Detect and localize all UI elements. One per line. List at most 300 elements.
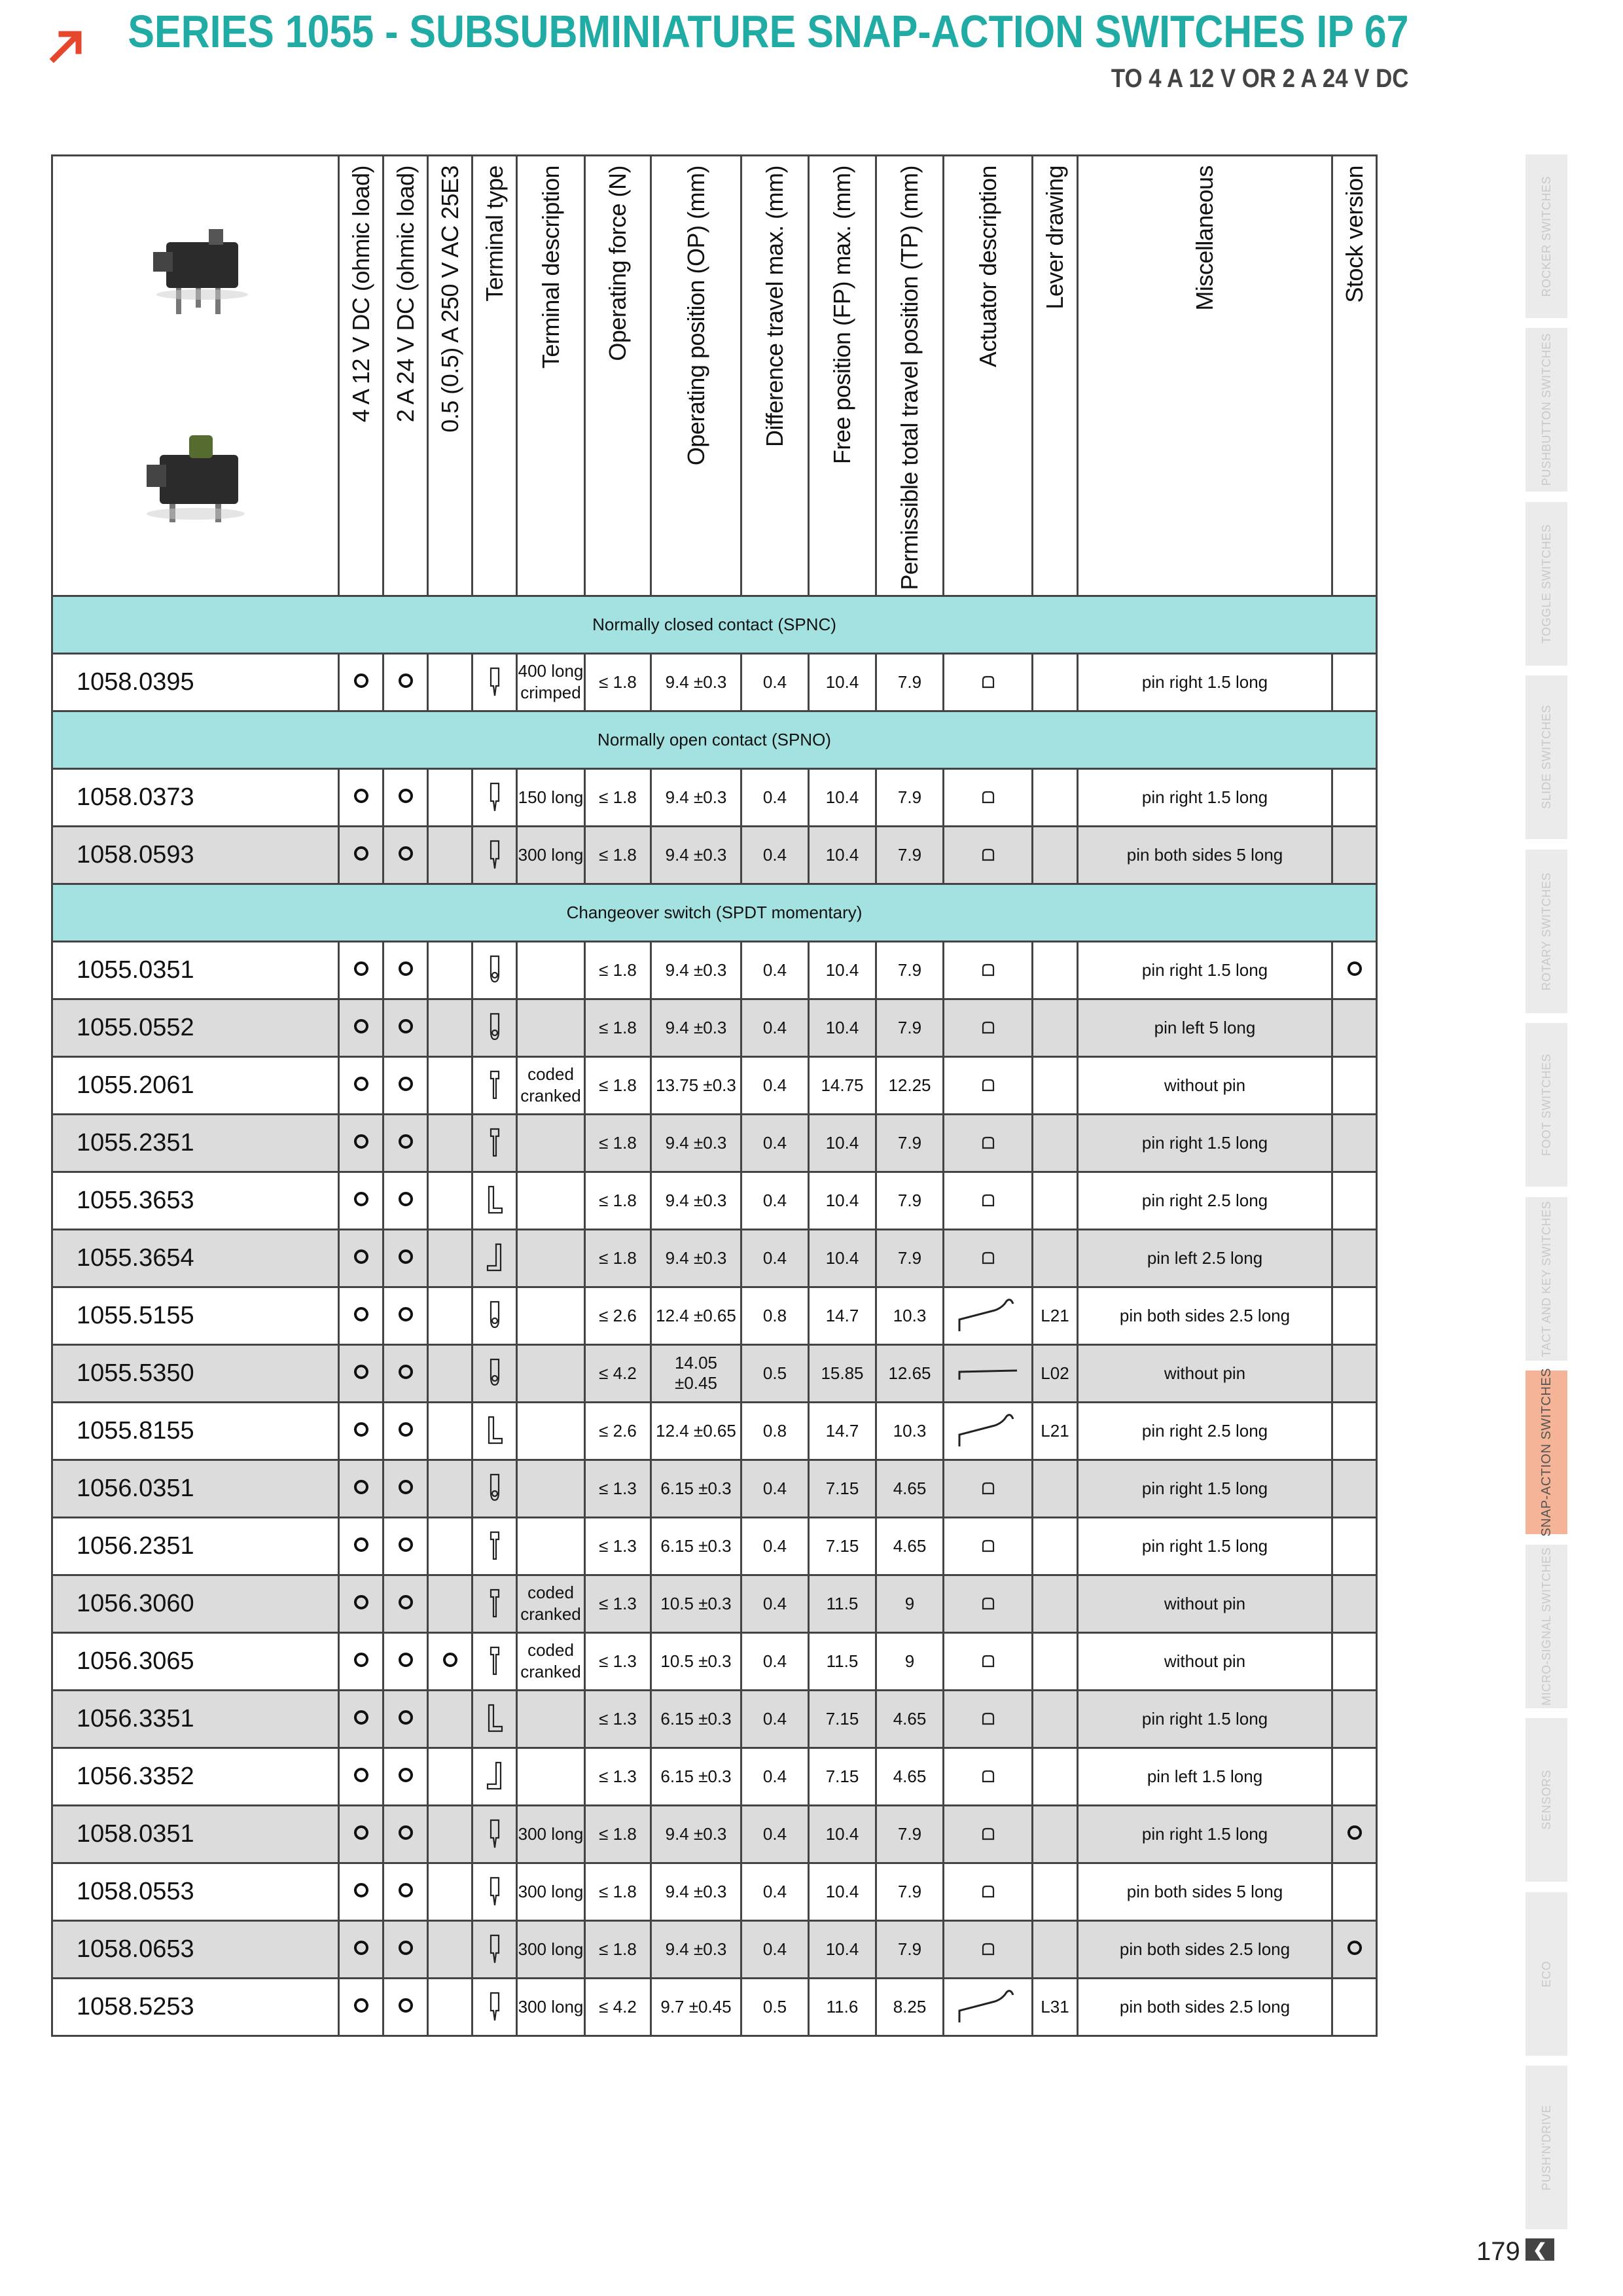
- actuator-plunger-icon: [944, 1229, 1033, 1287]
- terminal-description-line: coded: [527, 1640, 574, 1660]
- part-number: 1058.0553: [52, 1863, 339, 1920]
- operating-force: ≤ 1.8: [585, 1805, 651, 1863]
- side-tab-label: ROCKER SWITCHES: [1539, 175, 1553, 297]
- rating-cell: [339, 1978, 383, 2036]
- side-tab-item[interactable]: [1525, 1023, 1567, 1187]
- terminal-description: [517, 1114, 585, 1172]
- terminal-description-line: coded: [527, 1583, 574, 1603]
- miscellaneous: pin left 2.5 long: [1078, 1229, 1332, 1287]
- total-travel: 4.65: [876, 1460, 944, 1517]
- side-tab-label: TOGGLE SWITCHES: [1539, 524, 1553, 644]
- free-position: 10.4: [809, 1863, 876, 1920]
- table-row: [52, 1460, 1377, 1517]
- difference-travel: 0.5: [741, 1978, 809, 2036]
- terminal-type-solder-icon: [473, 1460, 517, 1517]
- side-tab-item[interactable]: [1525, 850, 1567, 1013]
- column-header: [1033, 156, 1078, 596]
- side-tab-item[interactable]: [1525, 1545, 1567, 1708]
- free-position: 10.4: [809, 1172, 876, 1229]
- rating-cell: [428, 826, 473, 884]
- rating-cell: [428, 768, 473, 826]
- operating-force: ≤ 1.8: [585, 1056, 651, 1114]
- operating-position: 6.15 ±0.3: [651, 1460, 741, 1517]
- rating-cell: [339, 1863, 383, 1920]
- stock-version: [1332, 1748, 1377, 1805]
- operating-force: ≤ 1.8: [585, 653, 651, 711]
- part-number: 1056.3060: [52, 1575, 339, 1632]
- terminal-description: [517, 1287, 585, 1344]
- miscellaneous: pin right 1.5 long: [1078, 1805, 1332, 1863]
- available-circle-icon: [399, 1192, 413, 1206]
- rating-cell: [383, 1344, 428, 1402]
- rating-cell: [339, 1460, 383, 1517]
- miscellaneous: without pin: [1078, 1344, 1332, 1402]
- section-title: Normally open contact (SPNO): [52, 711, 1377, 768]
- rating-cell: [428, 1748, 473, 1805]
- terminal-description-line: cranked: [520, 1604, 581, 1624]
- column-header: [944, 156, 1033, 596]
- miscellaneous: without pin: [1078, 1575, 1332, 1632]
- rating-cell: [428, 1978, 473, 2036]
- actuator-roller-lever-icon: [944, 1287, 1033, 1344]
- page-title: SERIES 1055 - SUBSUBMINIATURE SNAP-ACTION SWITCHES IP 67: [127, 6, 1408, 57]
- part-number: 1056.2351: [52, 1517, 339, 1575]
- part-number: 1058.0653: [52, 1920, 339, 1978]
- miscellaneous: pin both sides 2.5 long: [1078, 1978, 1332, 2036]
- operating-force: ≤ 2.6: [585, 1402, 651, 1460]
- table-row: [52, 1690, 1377, 1748]
- lever-drawing: [1033, 826, 1078, 884]
- rating-cell: [383, 1517, 428, 1575]
- rating-cell: [383, 1460, 428, 1517]
- miscellaneous: pin right 2.5 long: [1078, 1172, 1332, 1229]
- rating-cell: [428, 1920, 473, 1978]
- terminal-type-pin-icon: [473, 653, 517, 711]
- free-position: 11.5: [809, 1575, 876, 1632]
- actuator-plunger-icon: [944, 653, 1033, 711]
- column-label: Actuator description: [974, 166, 1001, 368]
- difference-travel: 0.4: [741, 1229, 809, 1287]
- terminal-type-angle-left-icon: [473, 1690, 517, 1748]
- miscellaneous: pin right 1.5 long: [1078, 1114, 1332, 1172]
- rating-cell: [339, 1748, 383, 1805]
- table-row: [52, 941, 1377, 999]
- column-header: [428, 156, 473, 596]
- rating-cell: [383, 1402, 428, 1460]
- operating-force: ≤ 1.8: [585, 768, 651, 826]
- terminal-description: [517, 1632, 585, 1690]
- miscellaneous: pin right 1.5 long: [1078, 653, 1332, 711]
- actuator-plunger-icon: [944, 1632, 1033, 1690]
- rating-cell: [339, 768, 383, 826]
- total-travel: 4.65: [876, 1690, 944, 1748]
- rating-cell: [339, 826, 383, 884]
- column-label: Operating force (N): [604, 166, 631, 361]
- operating-force: ≤ 1.8: [585, 1172, 651, 1229]
- column-label: Terminal description: [537, 166, 564, 369]
- operating-position: 9.4 ±0.3: [651, 941, 741, 999]
- part-number: 1055.0351: [52, 941, 339, 999]
- table-row: [52, 999, 1377, 1056]
- stock-circle-icon: [1347, 961, 1362, 976]
- free-position: 10.4: [809, 999, 876, 1056]
- stock-version: [1332, 999, 1377, 1056]
- part-number: 1058.5253: [52, 1978, 339, 2036]
- rating-cell: [428, 1114, 473, 1172]
- miscellaneous: pin right 1.5 long: [1078, 768, 1332, 826]
- arrow-icon: [47, 26, 86, 65]
- stock-version: [1332, 826, 1377, 884]
- free-position: 11.5: [809, 1632, 876, 1690]
- total-travel: 7.9: [876, 768, 944, 826]
- operating-position: 9.7 ±0.45: [651, 1978, 741, 2036]
- actuator-plunger-icon: [944, 1172, 1033, 1229]
- part-number: 1055.8155: [52, 1402, 339, 1460]
- miscellaneous: without pin: [1078, 1632, 1332, 1690]
- side-tab-label: SLIDE SWITCHES: [1539, 705, 1553, 810]
- available-circle-icon: [399, 1768, 413, 1782]
- side-tab-item[interactable]: [1525, 328, 1567, 492]
- lever-drawing: [1033, 1690, 1078, 1748]
- side-tab-item[interactable]: [1525, 502, 1567, 666]
- rating-cell: [339, 1920, 383, 1978]
- actuator-plunger-icon: [944, 1748, 1033, 1805]
- rating-cell: [383, 768, 428, 826]
- table-row: [52, 1632, 1377, 1690]
- operating-force: ≤ 2.6: [585, 1287, 651, 1344]
- chevron-left-icon[interactable]: ❮: [1525, 2238, 1554, 2261]
- part-number: 1058.0395: [52, 653, 339, 711]
- terminal-description: [517, 1172, 585, 1229]
- table-row: [52, 1056, 1377, 1114]
- available-circle-icon: [354, 1710, 368, 1725]
- total-travel: 10.3: [876, 1402, 944, 1460]
- column-label: Permissible total travel position (TP) (mm): [896, 166, 923, 590]
- actuator-plunger-icon: [944, 1517, 1033, 1575]
- actuator-roller-lever-icon: [944, 1978, 1033, 2036]
- total-travel: 7.9: [876, 1229, 944, 1287]
- available-circle-icon: [354, 673, 368, 688]
- operating-position: 10.5 ±0.3: [651, 1575, 741, 1632]
- total-travel: 12.65: [876, 1344, 944, 1402]
- total-travel: 7.9: [876, 1863, 944, 1920]
- part-number: 1056.0351: [52, 1460, 339, 1517]
- terminal-description: [517, 1229, 585, 1287]
- stock-version: [1332, 1344, 1377, 1402]
- actuator-plunger-icon: [944, 1863, 1033, 1920]
- operating-position: 9.4 ±0.3: [651, 653, 741, 711]
- header-row: [52, 156, 1377, 596]
- available-circle-icon: [354, 1480, 368, 1494]
- terminal-type-solder-icon: [473, 1344, 517, 1402]
- available-circle-icon: [399, 1537, 413, 1552]
- lever-drawing: L31: [1033, 1978, 1078, 2036]
- side-tab-label: ECO: [1539, 1960, 1553, 1988]
- table-row: [52, 1344, 1377, 1402]
- miscellaneous: pin left 1.5 long: [1078, 1748, 1332, 1805]
- table-row: [52, 1575, 1377, 1632]
- operating-force: ≤ 1.8: [585, 826, 651, 884]
- lever-drawing: L02: [1033, 1344, 1078, 1402]
- rating-cell: [428, 1575, 473, 1632]
- terminal-description: [517, 1805, 585, 1863]
- total-travel: 12.25: [876, 1056, 944, 1114]
- lever-drawing: [1033, 1460, 1078, 1517]
- terminal-description: [517, 1690, 585, 1748]
- side-tab-item[interactable]: [1525, 1892, 1567, 2056]
- actuator-plunger-icon: [944, 1056, 1033, 1114]
- operating-position: 9.4 ±0.3: [651, 768, 741, 826]
- rating-cell: [339, 1690, 383, 1748]
- available-circle-icon: [354, 1249, 368, 1264]
- miscellaneous: pin right 2.5 long: [1078, 1402, 1332, 1460]
- total-travel: 7.9: [876, 1805, 944, 1863]
- free-position: 14.75: [809, 1056, 876, 1114]
- lever-drawing: [1033, 1748, 1078, 1805]
- rating-cell: [428, 1632, 473, 1690]
- available-circle-icon: [354, 1653, 368, 1667]
- terminal-type-pin-icon: [473, 1920, 517, 1978]
- free-position: 10.4: [809, 653, 876, 711]
- rating-cell: [339, 1114, 383, 1172]
- operating-force: ≤ 1.3: [585, 1575, 651, 1632]
- difference-travel: 0.8: [741, 1402, 809, 1460]
- rating-cell: [428, 1344, 473, 1402]
- difference-travel: 0.4: [741, 999, 809, 1056]
- rating-cell: [339, 653, 383, 711]
- available-circle-icon: [399, 1883, 413, 1897]
- difference-travel: 0.4: [741, 1748, 809, 1805]
- actuator-roller-lever-icon: [944, 1402, 1033, 1460]
- actuator-plunger-icon: [944, 999, 1033, 1056]
- side-tab-item[interactable]: [1525, 2066, 1567, 2229]
- part-number: 1055.2061: [52, 1056, 339, 1114]
- lever-drawing: L21: [1033, 1287, 1078, 1344]
- part-number: 1055.3654: [52, 1229, 339, 1287]
- terminal-description: [517, 1978, 585, 2036]
- section-header-row: [52, 711, 1377, 768]
- available-circle-icon: [354, 1768, 368, 1782]
- stock-version: [1332, 941, 1377, 999]
- free-position: 10.4: [809, 1114, 876, 1172]
- operating-position: 10.5 ±0.3: [651, 1632, 741, 1690]
- rating-cell: [428, 1690, 473, 1748]
- available-circle-icon: [399, 1365, 413, 1379]
- terminal-type-pin-icon: [473, 768, 517, 826]
- stock-version: [1332, 1517, 1377, 1575]
- terminal-type-solder-icon: [473, 1287, 517, 1344]
- available-circle-icon: [354, 846, 368, 861]
- rating-cell: [383, 1172, 428, 1229]
- column-label: Operating position (OP) (mm): [682, 166, 709, 466]
- difference-travel: 0.4: [741, 1056, 809, 1114]
- stock-version: [1332, 653, 1377, 711]
- operating-position: 9.4 ±0.3: [651, 1172, 741, 1229]
- rating-cell: [339, 1632, 383, 1690]
- part-number: 1058.0593: [52, 826, 339, 884]
- difference-travel: 0.4: [741, 1690, 809, 1748]
- side-tab-label: SNAP-ACTION SWITCHES: [1539, 1368, 1554, 1537]
- operating-force: ≤ 1.3: [585, 1460, 651, 1517]
- available-circle-icon: [399, 1825, 413, 1840]
- terminal-description: [517, 1056, 585, 1114]
- rating-cell: [428, 1517, 473, 1575]
- part-number: 1055.2351: [52, 1114, 339, 1172]
- total-travel: 10.3: [876, 1287, 944, 1344]
- miscellaneous: pin right 1.5 long: [1078, 1517, 1332, 1575]
- part-number: 1058.0351: [52, 1805, 339, 1863]
- stock-version: [1332, 1056, 1377, 1114]
- rating-cell: [383, 941, 428, 999]
- stock-version: [1332, 1402, 1377, 1460]
- operating-position: 9.4 ±0.3: [651, 1863, 741, 1920]
- operating-position: 9.4 ±0.3: [651, 1229, 741, 1287]
- total-travel: 4.65: [876, 1517, 944, 1575]
- terminal-type-pin-icon: [473, 1863, 517, 1920]
- terminal-description-line: cranked: [520, 1662, 581, 1682]
- column-header: [809, 156, 876, 596]
- miscellaneous: without pin: [1078, 1056, 1332, 1114]
- operating-position: 9.4 ±0.3: [651, 999, 741, 1056]
- rating-cell: [428, 1863, 473, 1920]
- stock-version: [1332, 1575, 1377, 1632]
- lever-drawing: [1033, 1575, 1078, 1632]
- side-tab-item[interactable]: [1525, 675, 1567, 839]
- difference-travel: 0.4: [741, 1460, 809, 1517]
- operating-position: 12.4 ±0.65: [651, 1287, 741, 1344]
- rating-cell: [383, 1229, 428, 1287]
- table-row: [52, 1229, 1377, 1287]
- terminal-description-line: crimped: [520, 683, 581, 703]
- operating-force: ≤ 4.2: [585, 1978, 651, 2036]
- lever-drawing: [1033, 941, 1078, 999]
- operating-force: ≤ 1.3: [585, 1690, 651, 1748]
- available-circle-icon: [399, 1710, 413, 1725]
- free-position: 10.4: [809, 1805, 876, 1863]
- column-header: [876, 156, 944, 596]
- operating-position: 13.75 ±0.3: [651, 1056, 741, 1114]
- operating-force: ≤ 4.2: [585, 1344, 651, 1402]
- section-header-row: [52, 596, 1377, 653]
- available-circle-icon: [354, 1365, 368, 1379]
- free-position: 7.15: [809, 1460, 876, 1517]
- table-row: [52, 1287, 1377, 1344]
- rating-cell: [339, 999, 383, 1056]
- side-tab-item[interactable]: [1525, 154, 1567, 318]
- table-row: [52, 1748, 1377, 1805]
- column-label: Terminal type: [480, 166, 508, 302]
- rating-cell: [339, 941, 383, 999]
- operating-force: ≤ 1.8: [585, 999, 651, 1056]
- total-travel: 9: [876, 1575, 944, 1632]
- terminal-description: [517, 1517, 585, 1575]
- available-circle-icon: [354, 1883, 368, 1897]
- difference-travel: 0.4: [741, 1517, 809, 1575]
- part-number: 1055.5350: [52, 1344, 339, 1402]
- side-tab-label: PUSH'N'DRIVE: [1539, 2104, 1553, 2191]
- rating-cell: [428, 1287, 473, 1344]
- lever-drawing: [1033, 1229, 1078, 1287]
- available-circle-icon: [354, 1307, 368, 1321]
- column-label: Stock version: [1340, 166, 1368, 303]
- free-position: 10.4: [809, 941, 876, 999]
- column-label: 4 A 12 V DC (ohmic load): [347, 166, 374, 423]
- terminal-type-solder-icon: [473, 999, 517, 1056]
- side-tab-item[interactable]: [1525, 1718, 1567, 1882]
- terminal-description-line: cranked: [520, 1086, 581, 1106]
- operating-force: ≤ 1.8: [585, 1114, 651, 1172]
- rating-cell: [383, 1690, 428, 1748]
- side-tab-label: TACT AND KEY SWITCHES: [1539, 1200, 1553, 1357]
- available-circle-icon: [443, 1653, 457, 1667]
- terminal-description: [517, 999, 585, 1056]
- rating-cell: [428, 653, 473, 711]
- side-tab-item[interactable]: [1525, 1197, 1567, 1361]
- terminal-description: [517, 1575, 585, 1632]
- table-row: [52, 1920, 1377, 1978]
- total-travel: 7.9: [876, 653, 944, 711]
- side-tab-label: FOOT SWITCHES: [1539, 1053, 1553, 1157]
- rating-cell: [428, 1056, 473, 1114]
- operating-force: ≤ 1.8: [585, 941, 651, 999]
- rating-cell: [428, 1460, 473, 1517]
- table-row: [52, 1978, 1377, 2036]
- part-number: 1055.0552: [52, 999, 339, 1056]
- side-tab-label: ROTARY SWITCHES: [1539, 872, 1553, 991]
- miscellaneous: pin both sides 5 long: [1078, 826, 1332, 884]
- stock-version: [1332, 1805, 1377, 1863]
- rating-cell: [383, 1863, 428, 1920]
- available-circle-icon: [399, 1653, 413, 1667]
- lever-drawing: [1033, 1056, 1078, 1114]
- column-header: [651, 156, 741, 596]
- free-position: 7.15: [809, 1690, 876, 1748]
- actuator-plunger-icon: [944, 1805, 1033, 1863]
- terminal-description: [517, 1344, 585, 1402]
- table-row: [52, 1805, 1377, 1863]
- free-position: 10.4: [809, 826, 876, 884]
- total-travel: 9: [876, 1632, 944, 1690]
- miscellaneous: pin both sides 2.5 long: [1078, 1287, 1332, 1344]
- difference-travel: 0.4: [741, 1632, 809, 1690]
- side-tab-item[interactable]: [1525, 1368, 1567, 1537]
- terminal-type-angle-right-icon: [473, 1229, 517, 1287]
- actuator-plunger-icon: [944, 1575, 1033, 1632]
- terminal-type-pcb-icon: [473, 1632, 517, 1690]
- stock-version: [1332, 1172, 1377, 1229]
- difference-travel: 0.4: [741, 768, 809, 826]
- stock-version: [1332, 1978, 1377, 2036]
- actuator-plunger-icon: [944, 1460, 1033, 1517]
- available-circle-icon: [354, 789, 368, 803]
- rating-cell: [383, 1978, 428, 2036]
- total-travel: 7.9: [876, 941, 944, 999]
- miscellaneous: pin right 1.5 long: [1078, 1460, 1332, 1517]
- side-tab-label: SENSORS: [1539, 1770, 1553, 1830]
- operating-position: 12.4 ±0.65: [651, 1402, 741, 1460]
- available-circle-icon: [399, 1480, 413, 1494]
- terminal-description-line: 150 long: [518, 787, 584, 807]
- table-row: [52, 1114, 1377, 1172]
- table-row: [52, 1402, 1377, 1460]
- free-position: 10.4: [809, 768, 876, 826]
- available-circle-icon: [399, 1249, 413, 1264]
- difference-travel: 0.4: [741, 826, 809, 884]
- terminal-description: [517, 1460, 585, 1517]
- operating-position: 9.4 ±0.3: [651, 826, 741, 884]
- terminal-description: [517, 1748, 585, 1805]
- rating-cell: [339, 1402, 383, 1460]
